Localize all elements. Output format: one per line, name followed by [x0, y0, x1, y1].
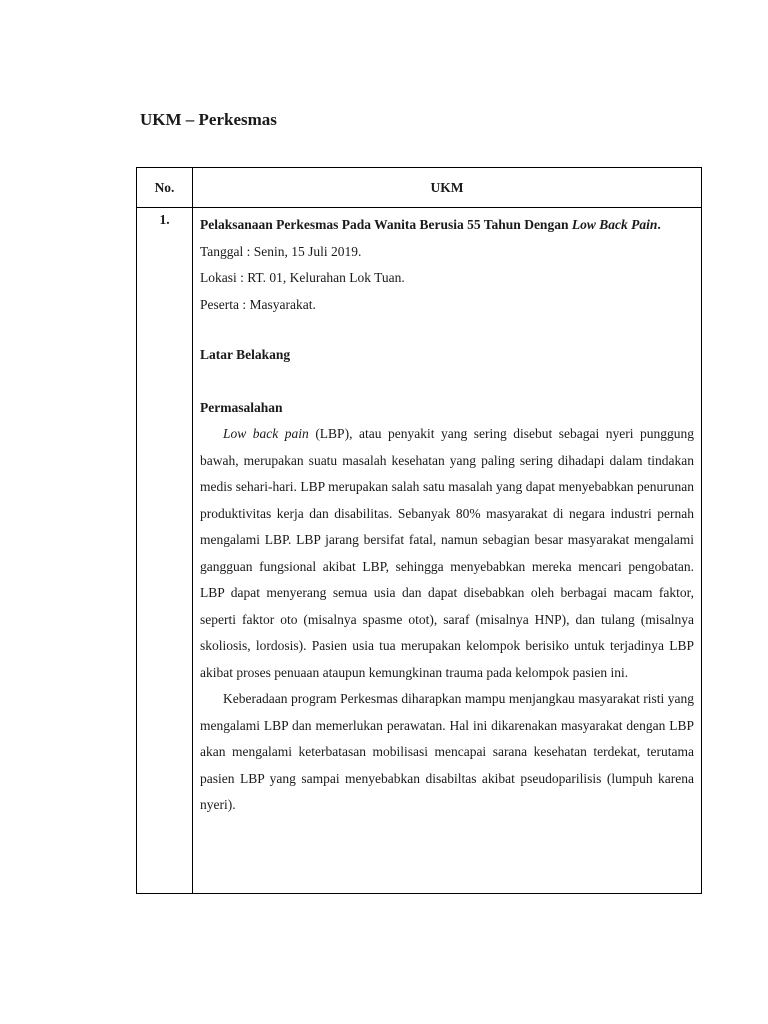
page-title: UKM – Perkesmas	[140, 110, 277, 129]
paragraph-1-text: (LBP), atau penyakit yang sering disebut sebagai nyeri punggung bawah, merupakan suatu masalah kesehatan yang paling sering dihadapi dalam tindakan medis sehari-hari. LBP merupakan salah satu masalah yang dapat menyebabkan penurunan produktivitas kerja dan disabilitas. Sebanyak 80% masyarakat di negara industri pernah mengalami LBP. LBP jarang bersifat fatal, namun sebagian besar masyarakat mengalami gangguan fungsional akibat LBP, sehingga menyebabkan mereka mencari pengobatan. LBP dapat menyerang semua usia dan dapat disebabkan oleh berbagai macam faktor, seperti faktor oto (misalnya spasme otot), saraf (misalnya HNP), dan tulang (misalnya skoliosis, lordosis). Pasien usia tua merupakan kelompok berisiko untuk terjadinya LBP akibat proses penuaan ataupun kemungkinan trauma pada kelompok pasien ini.	[200, 426, 695, 680]
paragraph-1	[200, 421, 694, 686]
section-heading-latar-belakang: Latar Belakang	[200, 347, 291, 362]
participants-line: Peserta : Masyarakat.	[200, 296, 316, 312]
date-line: Tanggal : Senin, 15 Juli 2019.	[200, 243, 362, 259]
ukm-content-cell	[193, 208, 702, 894]
paragraph-2: Keberadaan program Perkesmas diharapkan mampu menjangkau masyarakat risti yang mengalami LBP dan memerlukan perawatan. Hal ini dikarenakan masyarakat dengan LBP akan mengalami keterbatasan mobilisasi mencapai sarana kesehatan terdekat, terutama pasien LBP yang sampai menyebabkan disabiltas akibat pseudoparilisis (lumpuh karena nyeri).	[200, 691, 694, 812]
table-header-row	[137, 168, 702, 208]
paragraph-1-italic: Low back pain	[223, 426, 309, 441]
column-header-no: No.	[137, 168, 193, 208]
activity-title-end: .	[657, 217, 661, 232]
activity-title	[200, 212, 694, 239]
location-line: Lokasi : RT. 01, Kelurahan Lok Tuan.	[200, 270, 405, 285]
row-number: 1.	[137, 208, 193, 894]
column-header-ukm: UKM	[193, 168, 702, 208]
ukm-table	[136, 167, 702, 894]
section-heading-permasalahan: Permasalahan	[200, 399, 283, 415]
table-row	[137, 208, 702, 894]
activity-title-main: Pelaksanaan Perkesmas Pada Wanita Berusia 55 Tahun Dengan	[200, 217, 572, 232]
activity-title-italic: Low Back Pain	[571, 217, 658, 232]
